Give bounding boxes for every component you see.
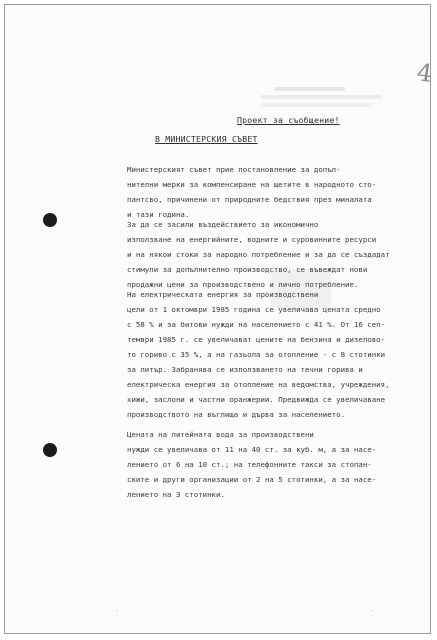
faint-mark: · (370, 604, 374, 618)
punch-hole-bottom (43, 443, 57, 457)
text-line: и тази година. (127, 210, 190, 219)
text-line: лението на 3 стотинки. (127, 490, 225, 499)
text-line: нителни мерки за компенсиране на щетите в народното сто- (127, 180, 377, 189)
text-line: за литър. Забранява се използването на течни горива и (127, 365, 363, 374)
bleed-through-mark (261, 103, 371, 107)
text-line: и на някои стоки за народно потребление и за да се създадат (127, 250, 390, 259)
text-line: производството на въглища и дърва за населението. (127, 410, 346, 419)
paragraph-2 (127, 217, 390, 292)
text-line: На електрическата енергия за производствени (127, 290, 319, 299)
text-line: Цената на питейната вода за производствени (127, 430, 314, 439)
text-line: продажни цени за производствено и лично потребление. (127, 280, 359, 289)
paragraph-4 (127, 427, 377, 502)
punch-hole-top (43, 213, 57, 227)
faint-mark: · (115, 604, 119, 618)
text-line: то гориво с 35 %, а на газьола за отопление - с 8 стотинки (127, 350, 386, 359)
text-line: хижи, заслони и частни оранжерии. Предвижда се увеличаване (127, 395, 386, 404)
scan-frame (4, 4, 435, 634)
text-line: нужди се увеличава от 11 на 40 ст. за куб. м, а за насе- (127, 445, 377, 454)
text-line: цели от 1 октомври 1985 година се увеличава цената средно (127, 305, 381, 314)
text-line: използване на енергийните, водните и суровинните ресурси (127, 235, 377, 244)
text-line: електрическа енергия за отопление на ведомства, учреждения, (127, 380, 390, 389)
text-line: За да се засили въздействието за икономично (127, 220, 319, 229)
text-line: тември 1985 г. се увеличават цените на бензина и дизелово- (127, 335, 386, 344)
handwritten-page-number: 4 (415, 58, 435, 88)
paragraph-1 (127, 162, 377, 222)
text-line: ските и други организации от 2 на 5 стотинки, а за насе- (127, 475, 377, 484)
document-addressee: В МИНИСТЕРСКИЯ СЪВЕТ (155, 134, 258, 144)
bleed-through-mark (261, 95, 381, 99)
text-line: стимули за допълнително производство, се въвеждат нови (127, 265, 368, 274)
text-line: Министерският съвет прие постановление за допъл- (127, 165, 341, 174)
text-line: пантсво, причинени от природните бедствия през миналата (127, 195, 372, 204)
paragraph-3 (127, 287, 390, 422)
document-header: Проект за съобщение! (237, 115, 340, 125)
document-page (25, 19, 435, 629)
text-line: лението от 6 на 10 ст.; на телефонните такси за стопан- (127, 460, 372, 469)
bleed-through-mark (275, 87, 345, 91)
text-line: с 58 % и за битови нужди на населението с 41 %. От 16 сеп- (127, 320, 386, 329)
